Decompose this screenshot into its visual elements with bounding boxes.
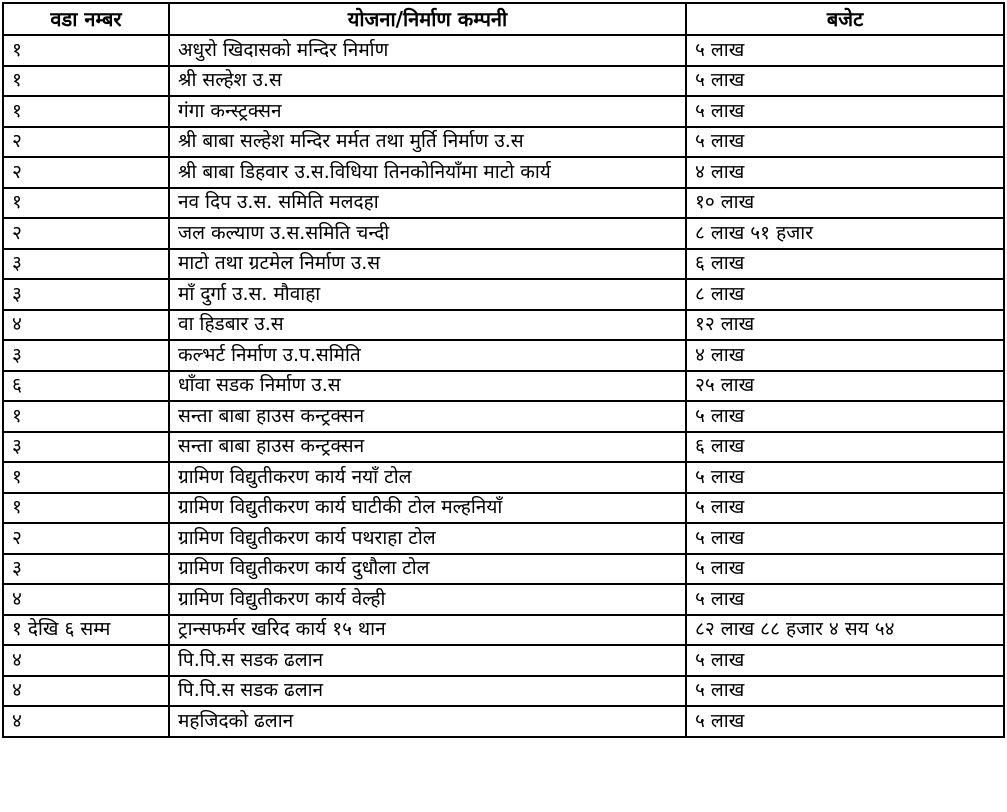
- project-name-cell: माटो तथा ग्रटमेल निर्माण उ.स: [169, 249, 686, 280]
- header-row: [3, 3, 1004, 35]
- budget-cell: ५ लाख: [686, 66, 1004, 97]
- table-row: [3, 554, 1004, 585]
- ward-number-cell: २: [3, 523, 169, 554]
- ward-number-cell: १: [3, 188, 169, 219]
- table-row: [3, 371, 1004, 402]
- table-row: [3, 462, 1004, 493]
- budget-cell: ५ लाख: [686, 645, 1004, 676]
- ward-number-cell: ४: [3, 645, 169, 676]
- budget-cell: १२ लाख: [686, 310, 1004, 341]
- project-name-cell: नव दिप उ.स. समिति मलदहा: [169, 188, 686, 219]
- ward-number-cell: १ देखि ६ सम्म: [3, 615, 169, 646]
- project-name-cell: महजिदको ढलान: [169, 706, 686, 737]
- project-name-cell: माँ दुर्गा उ.स. मौवाहा: [169, 279, 686, 310]
- project-company-header: योजना/निर्माण कम्पनी: [169, 3, 686, 35]
- table-row: [3, 523, 1004, 554]
- table-row: [3, 249, 1004, 280]
- ward-number-cell: ३: [3, 554, 169, 585]
- budget-cell: ५ लाख: [686, 96, 1004, 127]
- budget-cell: ५ लाख: [686, 35, 1004, 66]
- project-name-cell: श्री बाबा डिहवार उ.स.विधिया तिनकोनियाँमा माटो कार्य: [169, 157, 686, 188]
- project-name-cell: श्री सल्हेश उ.स: [169, 66, 686, 97]
- project-name-cell: पि.पि.स सडक ढलान: [169, 645, 686, 676]
- table-row: [3, 432, 1004, 463]
- budget-cell: ४ लाख: [686, 157, 1004, 188]
- project-name-cell: ग्रामिण विद्युतीकरण कार्य पथराहा टोल: [169, 523, 686, 554]
- project-name-cell: जल कल्याण उ.स.समिति चन्दी: [169, 218, 686, 249]
- table-row: [3, 188, 1004, 219]
- budget-cell: ५ लाख: [686, 554, 1004, 585]
- table-row: [3, 218, 1004, 249]
- project-name-cell: ग्रामिण विद्युतीकरण कार्य नयाँ टोल: [169, 462, 686, 493]
- budget-cell: ५ लाख: [686, 584, 1004, 615]
- project-name-cell: सन्ता बाबा हाउस कन्ट्रक्सन: [169, 401, 686, 432]
- table-body: [3, 35, 1004, 737]
- ward-number-cell: १: [3, 66, 169, 97]
- table-row: [3, 401, 1004, 432]
- budget-cell: ५ लाख: [686, 523, 1004, 554]
- table-row: [3, 127, 1004, 158]
- budget-table: [2, 2, 1005, 738]
- budget-cell: २५ लाख: [686, 371, 1004, 402]
- ward-number-header: वडा नम्बर: [3, 3, 169, 35]
- ward-number-cell: ४: [3, 584, 169, 615]
- budget-cell: ८ लाख: [686, 279, 1004, 310]
- ward-number-cell: ३: [3, 279, 169, 310]
- ward-number-cell: ४: [3, 676, 169, 707]
- ward-number-cell: १: [3, 462, 169, 493]
- table-row: [3, 157, 1004, 188]
- project-name-cell: वा हिडबार उ.स: [169, 310, 686, 341]
- budget-cell: ५ लाख: [686, 462, 1004, 493]
- budget-cell: ८२ लाख ८८ हजार ४ सय ५४: [686, 615, 1004, 646]
- budget-cell: ८ लाख ५१ हजार: [686, 218, 1004, 249]
- table-row: [3, 35, 1004, 66]
- project-name-cell: कल्भर्ट निर्माण उ.प.समिति: [169, 340, 686, 371]
- project-name-cell: श्री बाबा सल्हेश मन्दिर मर्मत तथा मुर्ति निर्माण उ.स: [169, 127, 686, 158]
- ward-number-cell: १: [3, 96, 169, 127]
- project-name-cell: ग्रामिण विद्युतीकरण कार्य घाटीकी टोल मल्हनियाँ: [169, 493, 686, 524]
- project-name-cell: अधुरो खिदासको मन्दिर निर्माण: [169, 35, 686, 66]
- ward-number-cell: ४: [3, 310, 169, 341]
- table-row: [3, 340, 1004, 371]
- ward-number-cell: १: [3, 493, 169, 524]
- ward-number-cell: २: [3, 218, 169, 249]
- ward-number-cell: २: [3, 157, 169, 188]
- table-row: [3, 96, 1004, 127]
- budget-cell: ६ लाख: [686, 432, 1004, 463]
- ward-number-cell: २: [3, 127, 169, 158]
- ward-number-cell: ४: [3, 706, 169, 737]
- table-row: [3, 676, 1004, 707]
- ward-number-cell: ३: [3, 249, 169, 280]
- budget-cell: ४ लाख: [686, 340, 1004, 371]
- table-row: [3, 584, 1004, 615]
- budget-cell: ५ लाख: [686, 676, 1004, 707]
- project-name-cell: ग्रामिण विद्युतीकरण कार्य दुधौला टोल: [169, 554, 686, 585]
- ward-number-cell: ६: [3, 371, 169, 402]
- project-name-cell: ट्रान्सफर्मर खरिद कार्य १५ थान: [169, 615, 686, 646]
- ward-number-cell: १: [3, 401, 169, 432]
- table-row: [3, 615, 1004, 646]
- budget-cell: ६ लाख: [686, 249, 1004, 280]
- budget-cell: ५ लाख: [686, 127, 1004, 158]
- budget-cell: ५ लाख: [686, 401, 1004, 432]
- project-name-cell: ग्रामिण विद्युतीकरण कार्य वेल्ही: [169, 584, 686, 615]
- table-row: [3, 645, 1004, 676]
- ward-number-cell: ३: [3, 432, 169, 463]
- budget-cell: ५ लाख: [686, 706, 1004, 737]
- project-name-cell: पि.पि.स सडक ढलान: [169, 676, 686, 707]
- project-name-cell: सन्ता बाबा हाउस कन्ट्रक्सन: [169, 432, 686, 463]
- budget-cell: १० लाख: [686, 188, 1004, 219]
- project-name-cell: धाँवा सडक निर्माण उ.स: [169, 371, 686, 402]
- budget-cell: ५ लाख: [686, 493, 1004, 524]
- project-name-cell: गंगा कन्स्ट्रक्सन: [169, 96, 686, 127]
- table-row: [3, 66, 1004, 97]
- table-row: [3, 706, 1004, 737]
- budget-header: बजेट: [686, 3, 1004, 35]
- table-header: [3, 3, 1004, 35]
- table-row: [3, 279, 1004, 310]
- table-row: [3, 493, 1004, 524]
- ward-number-cell: ३: [3, 340, 169, 371]
- ward-number-cell: १: [3, 35, 169, 66]
- table-row: [3, 310, 1004, 341]
